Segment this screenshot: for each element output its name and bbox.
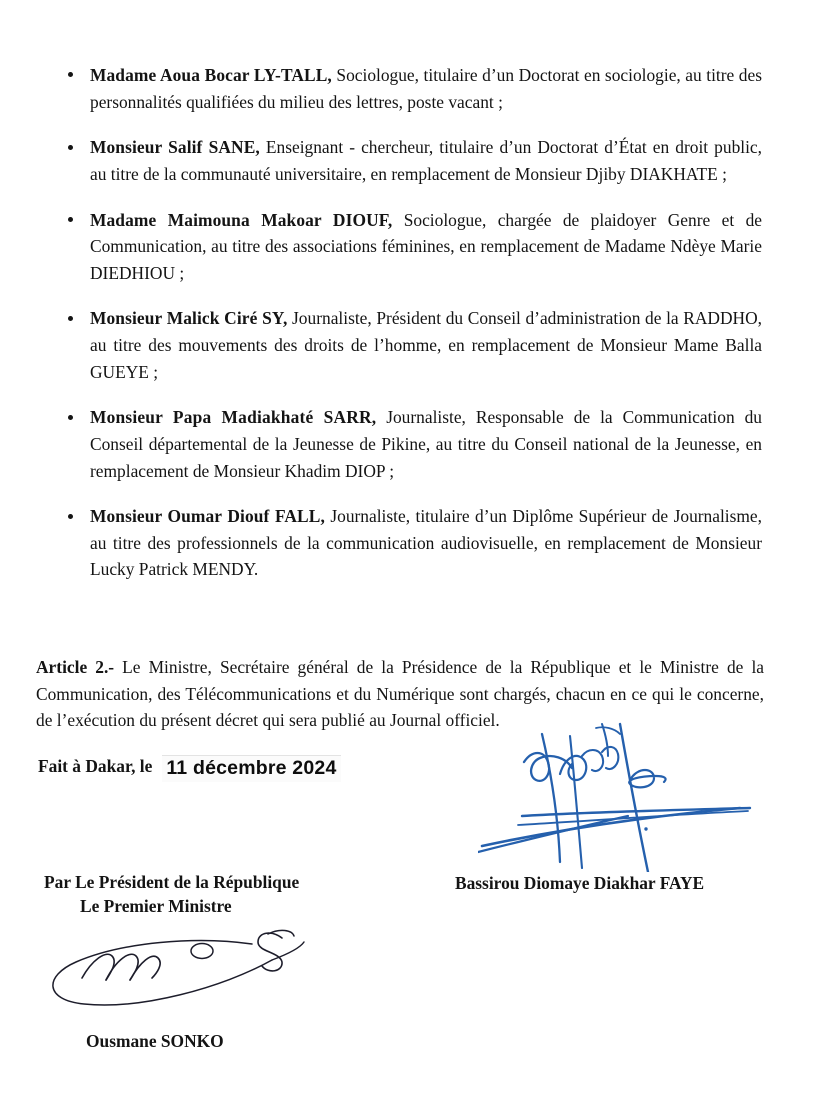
bullet-dot-icon xyxy=(68,514,73,519)
appointee-name: Monsieur Oumar Diouf FALL, xyxy=(90,506,325,527)
ink-dot xyxy=(644,827,647,830)
by-president-label: Par Le Président de la République xyxy=(44,872,300,892)
appointee-name: Monsieur Papa Madiakhaté SARR, xyxy=(90,407,377,428)
appointee-details: Sociologue, chargée de plaidoyer Genre et de Communication, au titre des associations féminines, en remplacement de Madame Ndèye Marie DIEDHIOU ; xyxy=(90,209,762,283)
dateline-prefix: Fait à Dakar, le xyxy=(38,756,153,776)
appointees-list xyxy=(62,62,762,583)
list-item xyxy=(62,503,762,583)
bullet-dot-icon xyxy=(68,316,73,321)
bullet-dot-icon xyxy=(68,145,73,150)
appointee-details: Journaliste, Responsable de la Communication du Conseil départemental de la Jeunesse de Pikine, au titre du Conseil national de la Jeunesse, en remplacement de Monsieur Khadim DIOP ; xyxy=(90,407,762,481)
list-item xyxy=(62,207,762,287)
article-2-label: Article 2.- xyxy=(36,657,115,678)
appointee-name: Madame Maimouna Makoar DIOUF, xyxy=(90,209,393,230)
appointee-details: Sociologue, titulaire d’un Doctorat en sociologie, au titre des personnalités qualifiées du milieu des lettres, poste vacant ; xyxy=(90,65,762,112)
appointee-name: Monsieur Malick Ciré SY, xyxy=(90,308,288,329)
list-item xyxy=(62,305,762,385)
bullet-dot-icon xyxy=(68,72,73,77)
list-item xyxy=(62,134,762,187)
appointee-details: Journaliste, Président du Conseil d’administration de la RADDHO, au titre des mouvements des droits de l’homme, en remplacement de Monsieur Mame Balla GUEYE ; xyxy=(90,308,762,382)
prime-minister-signature xyxy=(36,916,326,1026)
bullet-dot-icon xyxy=(68,415,73,420)
date-stamp: 11 décembre 2024 xyxy=(162,755,340,782)
appointee-name: Monsieur Salif SANE, xyxy=(90,137,260,158)
president-name-caption: Bassirou Diomaye Diakhar FAYE xyxy=(455,873,705,893)
list-item xyxy=(62,62,762,115)
prime-minister-title: Le Premier Ministre xyxy=(80,896,232,916)
president-signature xyxy=(478,722,778,872)
bullet-dot-icon xyxy=(68,217,73,222)
appointee-details: Journaliste, titulaire d’un Diplôme Supérieur de Journalisme, au titre des professionnels de la communication audiovisuelle, en remplacement de Monsieur Lucky Patrick MENDY. xyxy=(90,506,762,580)
article-2-body: Le Ministre, Secrétaire général de la Présidence de la République et le Ministre de la Communication, des Télécommunications et du Numérique sont chargés, chacun en ce qui le concerne, de l’exécution du présent décret qui sera publié au Journal officiel. xyxy=(36,657,764,731)
prime-minister-name-caption: Ousmane SONKO xyxy=(86,1031,224,1051)
dateline xyxy=(38,753,341,780)
list-item xyxy=(62,404,762,484)
appointee-details: Enseignant - chercheur, titulaire d’un Doctorat d’État en droit public, au titre de la communauté universitaire, en remplacement de Monsieur Djiby DIAKHATE ; xyxy=(90,137,762,184)
appointee-name: Madame Aoua Bocar LY-TALL, xyxy=(90,65,332,85)
